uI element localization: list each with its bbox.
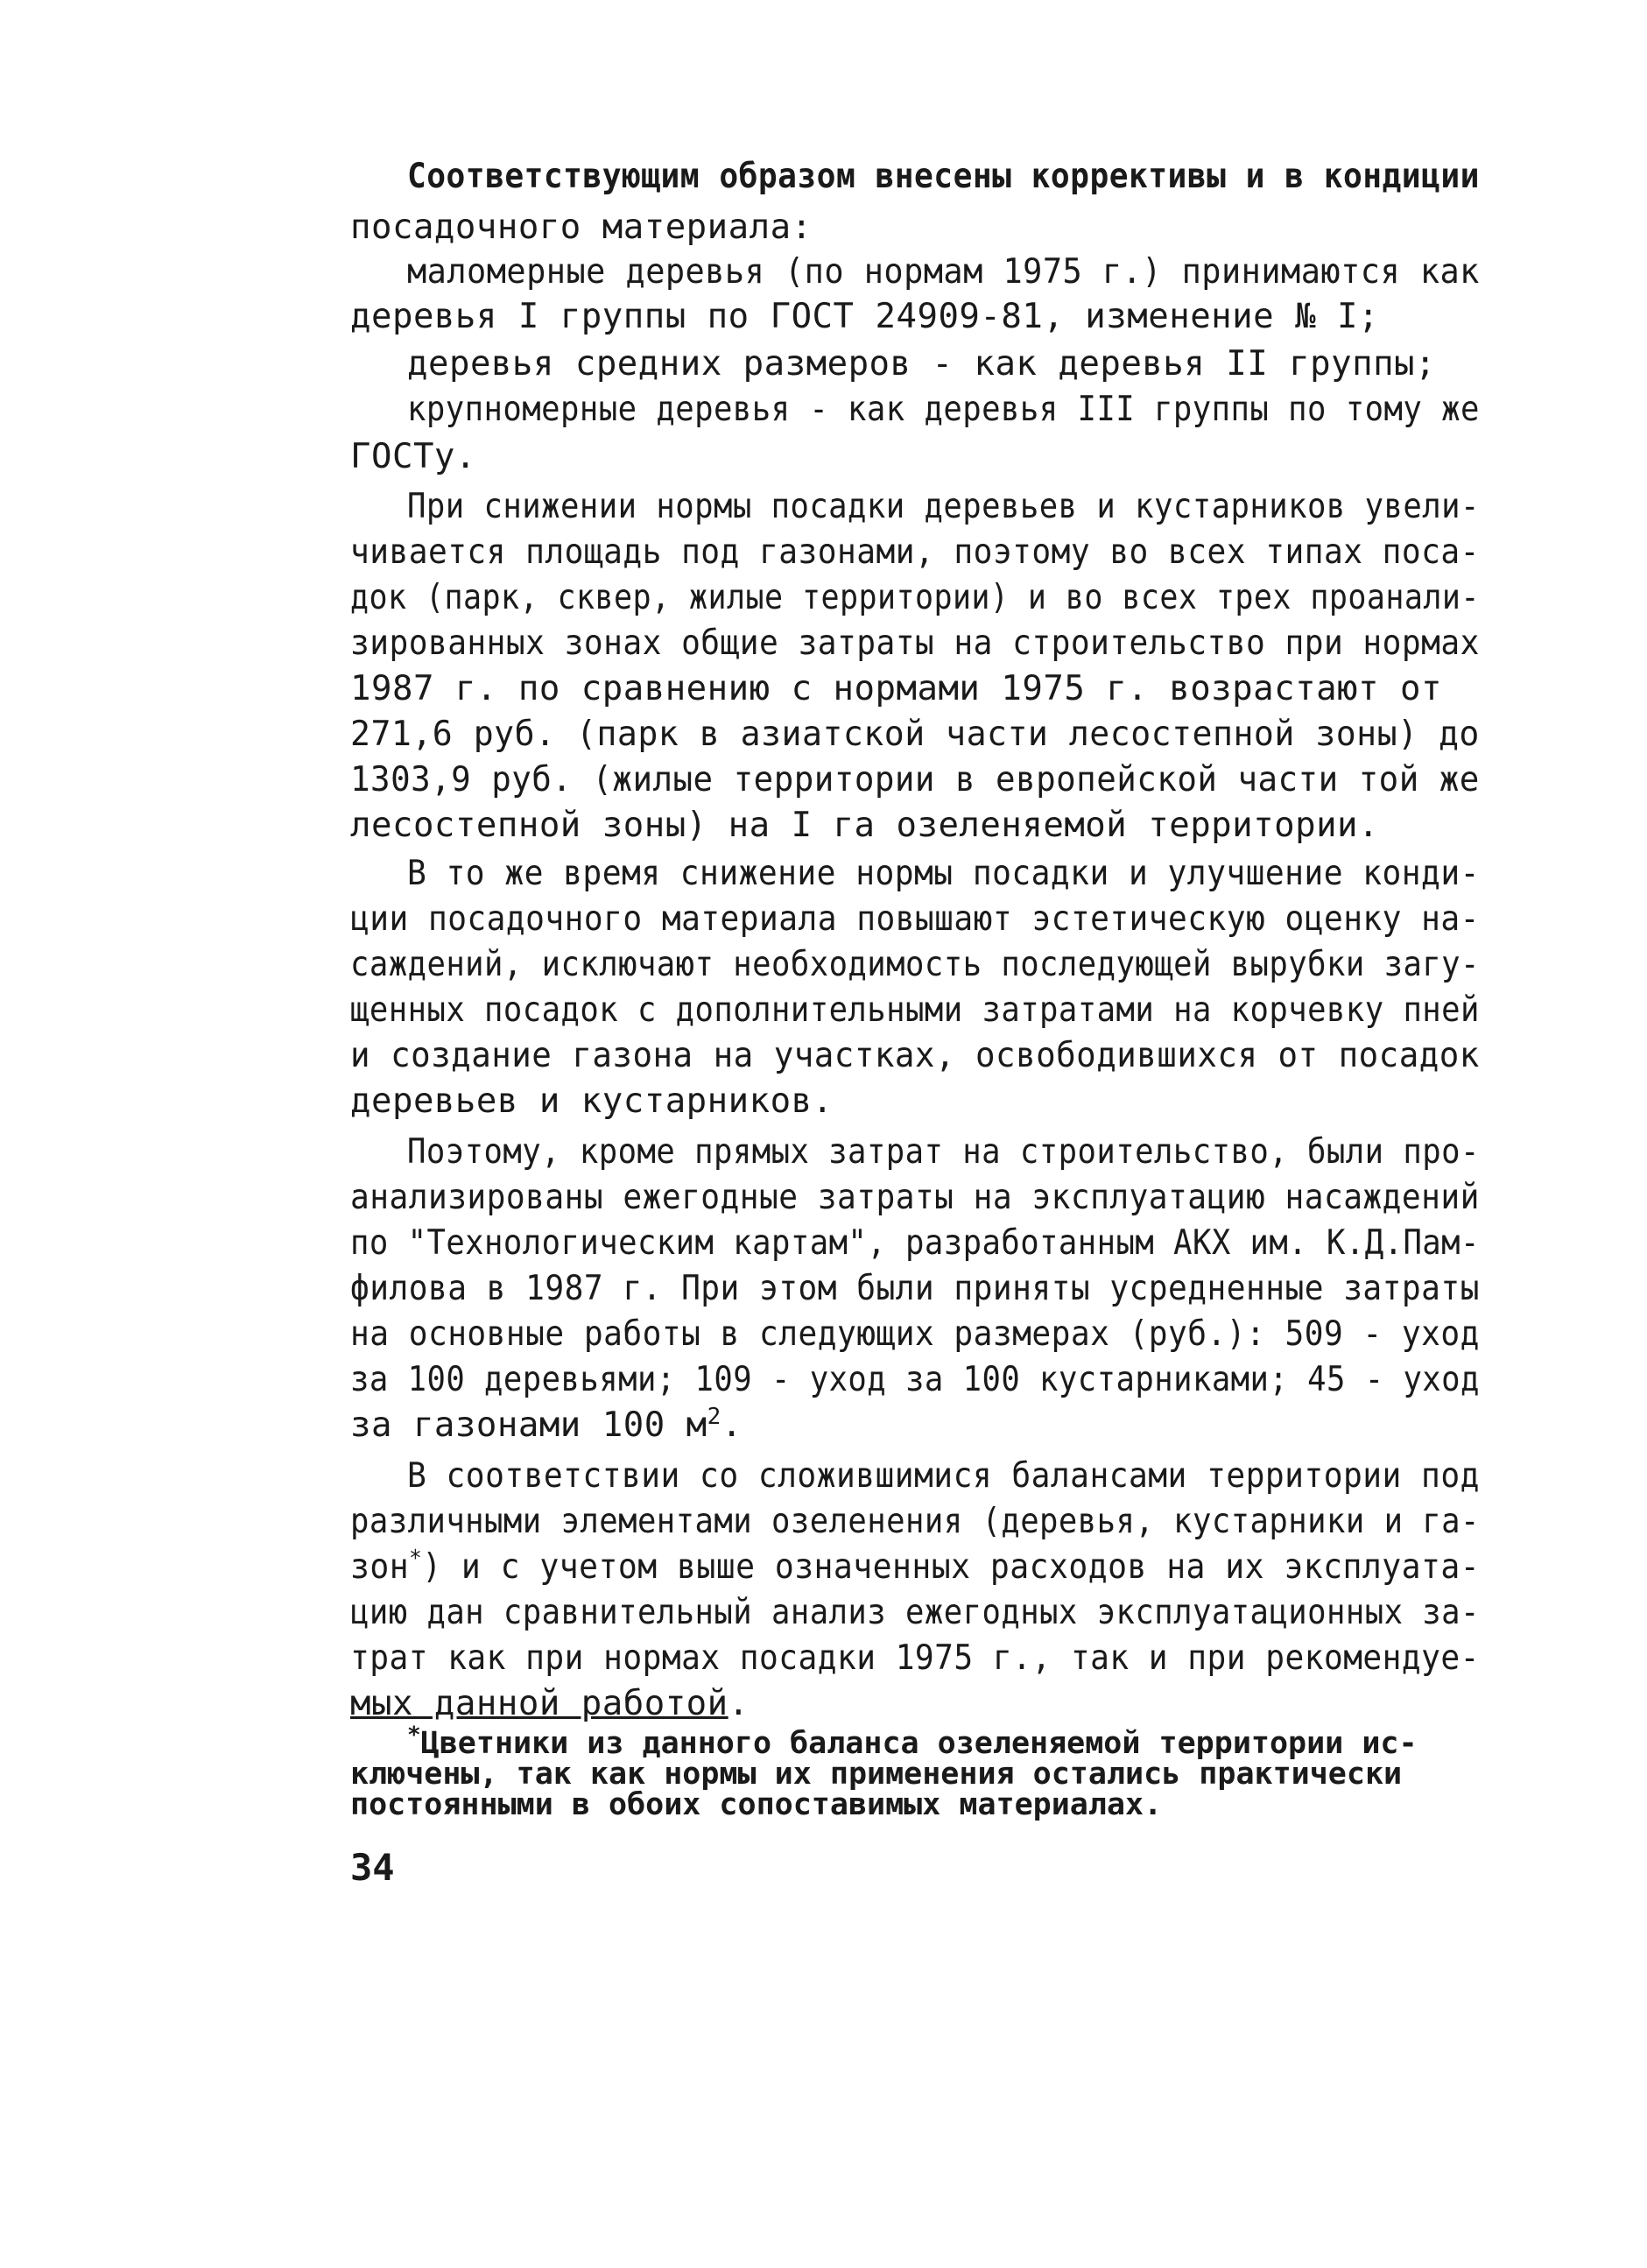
text-line: саждений, исключают необходимость последующей вырубки загу- [350,945,1480,984]
page-number: 34 [350,1846,395,1889]
text-line: маломерные деревья (по нормам 1975 г.) принимаются как [407,252,1480,292]
text-line: филова в 1987 г. При этом были приняты усредненные затраты [350,1269,1480,1308]
text-line: Соответствующим образом внесены коррективы и в кондиции [407,157,1480,196]
text-line: крупномерные деревья - как деревья III группы по тому же [407,390,1480,429]
text-line: ГОСТу. [350,437,476,476]
text-line: цию дан сравнительный анализ ежегодных эксплуатационных за- [350,1593,1480,1632]
text-line: на основные работы в следующих размерах (руб.): 509 - уход [350,1314,1480,1354]
text-line: различными элементами озеленения (деревья, кустарники и га- [350,1502,1480,1541]
text-line: трат как при нормах посадки 1975 г., так и при рекомендуе- [350,1638,1480,1678]
text-line: и создание газона на участках, освободившихся от посадок [350,1036,1480,1075]
text-line: 271,6 руб. (парк в азиатской части лесостепной зоны) до [350,715,1480,754]
text-line [350,1403,743,1448]
text-line [350,1681,750,1727]
text-line: чивается площадь под газонами, поэтому во всех типах поса- [350,532,1480,572]
text-span: зон [350,1547,410,1587]
text-line: деревьев и кустарников. [350,1081,834,1121]
text-line: за 100 деревьями; 109 - уход за 100 кустарниками; 45 - уход [350,1360,1480,1399]
footnote-line [407,1722,1418,1761]
footnote-text: Цветники из данного баланса озеленяемой территории ис- [420,1726,1418,1761]
footnote-marker: * [409,1546,423,1572]
text-span: ) и с учетом выше означенных расходов на их эксплуата- [422,1547,1481,1587]
text-line: В соответствии со сложившимися балансами территории под [407,1456,1480,1496]
text-span: . [721,1405,743,1445]
text-line: док (парк, сквер, жилые территории) и во всех трех проанали- [350,578,1480,617]
text-line: деревья I группы по ГОСТ 24909-81, изменение № I; [350,297,1380,336]
text-line: Поэтому, кроме прямых затрат на строительство, были про- [407,1132,1480,1172]
text-line: щенных посадок с дополнительными затратами на корчевку пней [350,990,1480,1030]
footnote-line: ключены, так как нормы их применения остались практически [350,1757,1403,1792]
text-line: 1303,9 руб. (жилые территории в европейской части той же [350,760,1480,799]
text-span: за газонами 100 м [350,1405,707,1445]
footnote-line: постоянными в обоих сопоставимых материалах. [350,1787,1163,1822]
text-line: деревья средних размеров - как деревья II группы; [407,344,1437,384]
text-line: анализированы ежегодные затраты на эксплуатацию насаждений [350,1178,1480,1217]
text-line: В то же время снижение нормы посадки и улучшение конди- [407,854,1480,893]
text-line [350,1545,1480,1590]
text-line: посадочного материала: [350,208,813,247]
text-line: 1987 г. по сравнению с нормами 1975 г. возрастают от [350,669,1442,708]
text-span: . [728,1684,750,1723]
text-line: лесостепной зоны) на I га озеленяемой территории. [350,806,1380,845]
footnote-marker: * [407,1722,421,1749]
text-line: зированных зонах общие затраты на строительство при нормах [350,623,1480,663]
text-line: по "Технологическим картам", разработанным АКХ им. К.Д.Пам- [350,1223,1480,1263]
text-line: При снижении нормы посадки деревьев и кустарников увели- [407,487,1480,526]
text-line: ции посадочного материала повышают эстетическую оценку на- [350,899,1480,939]
underlined-text: мых данной работой [350,1684,728,1723]
superscript: 2 [707,1404,721,1430]
